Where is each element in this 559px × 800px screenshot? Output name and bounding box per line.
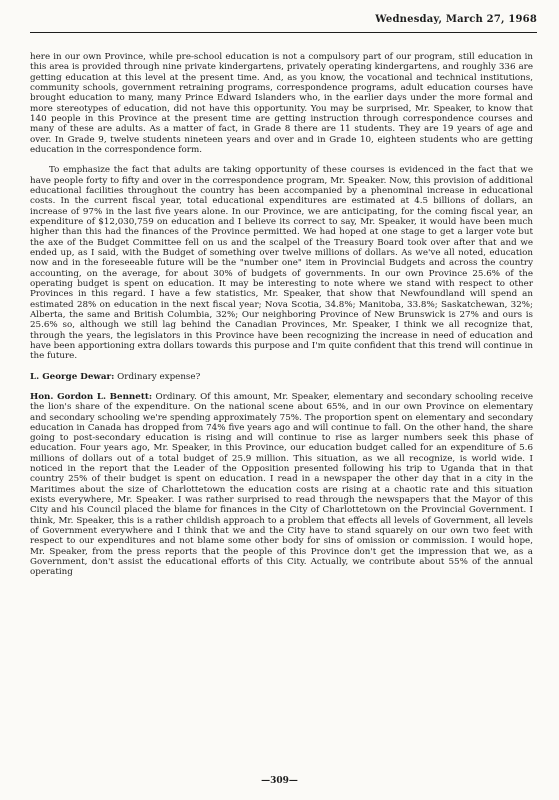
- paragraph-4: [30, 392, 533, 578]
- paragraph-3-text: Ordinary expense?: [117, 371, 201, 382]
- paragraph-2: [30, 165, 533, 361]
- paragraph-4-text: Ordinary. Of this amount, Mr. Speaker, elementary and secondary schooling receive the lion's share of the expenditure. On the national scene about 65%, and in our own Province on elementary and secondary schooling we're spending approximately 75%. The proportion spent on elementary and secondary education in Canada has dropped from 74% five years ago and will continue to fall. On the other hand, the share going to post-secondary education is rising and will continue to rise as larger numbers seek this phase of education. Four years ago, Mr. Speaker, in this Province, our education budget called for an expenditure of 5.6 millions of dollars out of a total budget of 25.9 million. This situation, as we all recognize, is world wide. I noticed in the report that the Leader of the Opposition presented following his trip to Uganda that in that country 25% of their budget is spent on education. I read in a newspaper the other day that in a city in the Maritimes about the size of Charlottetown the education costs are rising at a chaotic rate and this situation exists everywhere, Mr. Speaker. I was rather surprised to read through the newspapers that the Mayor of this City and his Council placed the blame for finances in the City of Charlottetown on the Provincial Government. I think, Mr. Speaker, this is a rather childish approach to a problem that effects all levels of Government, all levels of Government everywhere and I think that we and the City have to stand squarely on our own two feet with respect to our expenditures and not blame some other body for sins of omission or commission. I would hope, Mr. Speaker, from the press reports that the people of this Province don't get the impression that we, as a Government, don't assist the educational efforts of this City. Actually, we contribute about 55% of the annual operating: [30, 391, 533, 578]
- paragraph-2-text: To emphasize the fact that adults are taking opportunity of these courses is evidenced in the fact that we have people forty to fifty and over in the correspondence program, Mr. Speaker. Now, this provision of additional educational facilities throughout the country has been accompanied by a phenominal increase in educational costs. In the current fiscal year, total educational expenditures are estimated at 4.5 billions of dollars, an increase of 97% in the last five years alone. In our Province, we are anticipating, for the coming fiscal year, an expenditure of $12,030,759 on education and I believe its correct to say, Mr. Speaker, it would have been much higher than this had the finances of the Province permitted. We had hoped at one stage to get a larger vote but the axe of the Budget Committee fell on us and the scalpel of the Treasury Board took over after that and we ended up, as I said, with the Budget of something over twelve millions of dollars. As we've all noted, education now and in the foreseeable future will be the "number one" item in Provincial Budgets and across the country accounting, on the average, for about 30% of budgets of governments. In our own Province 25.6% of the operating budget is spent on education. It may be interesting to note where we stand with respect to other Provinces in this regard. I have a few statistics, Mr. Speaker, that show that Newfoundland will spend an estimated 28% on education in the next fiscal year; Nova Scotia, 34.8%; Manitoba, 33.8%; Saskatchewan, 32%; Alberta, the same and British Columbia, 32%; Our neighboring Province of New Brunswick is 27% and ours is 25.6% so, although we still lag behind the Canadian Provinces, Mr. Speaker, I think we all recognize that, through the years, the legislators in this Province have been recognizing the increase in need of education and have been apportioning extra dollars towards this purpose and I'm quite confident that this trend will continue in the future.: [30, 165, 533, 362]
- paragraph-1-text: here in our own Province, while pre-school education is not a compulsory part of our program, still education in this area is provided through nine private kindergartens, privately operating kindergartens, and roughly 336 are getting education at this level at the present time. And, as you know, the vocational and technical institutions, community schools, government retraining programs, correspondence programs, adult education courses have brought education to many, many Prince Edward Islanders who, in the earlier days under the more formal and more stereotypes of education, did not have this opportunity. You may be surprised, Mr. Speaker, to know that 140 people in this Province at the present time are getting instruction through correspondence courses and many of these are adults. As a matter of fact, in Grade 8 there are 11 students. They are 19 years of age and over. In Grade 9, twelve students nineteen years and over and in Grade 10, eighteen students who are getting education in the correspondence form.: [30, 52, 533, 155]
- speaker-name: L. George Dewar:: [30, 371, 115, 382]
- running-header-date: Wednesday, March 27, 1968: [375, 14, 537, 25]
- speaker-name: Hon. Gordon L. Bennett:: [30, 391, 153, 402]
- page-number: —309—: [261, 776, 298, 786]
- paragraph-1: [30, 52, 533, 155]
- header-rule: [30, 32, 537, 33]
- paragraph-3: [30, 372, 533, 382]
- document-body: [30, 52, 533, 578]
